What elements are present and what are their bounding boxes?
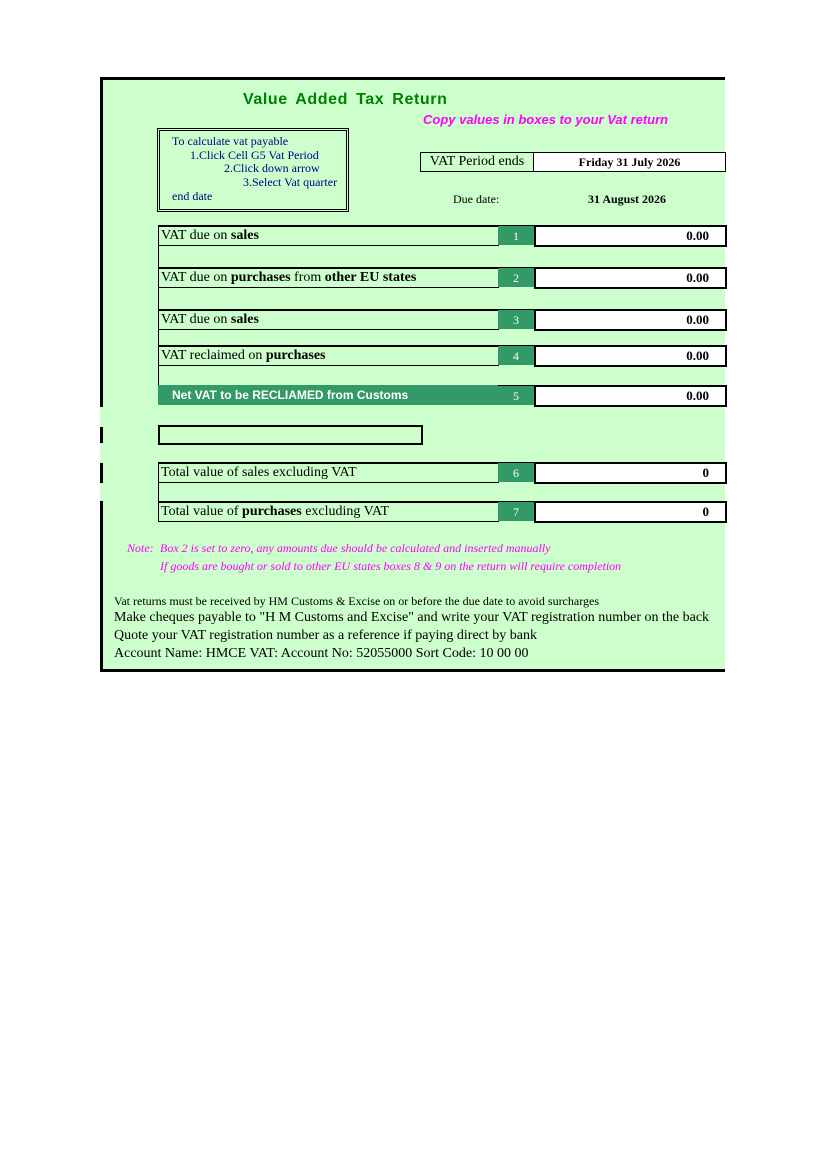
footer-line: Quote your VAT registration number as a reference if paying direct by bank <box>114 628 537 643</box>
vat-period-select[interactable]: Friday 31 July 2026 <box>533 152 726 172</box>
box-number: 1 <box>498 225 534 245</box>
box-value[interactable]: 0.00 <box>534 345 727 367</box>
row-label: Total value of purchases excluding VAT <box>158 501 499 522</box>
box-value[interactable]: 0 <box>534 501 727 523</box>
note-prefix: Note: <box>127 541 154 555</box>
footer-line: Account Name: HMCE VAT: Account No: 52055000 Sort Code: 10 00 00 <box>114 646 529 661</box>
row-label: VAT due on sales <box>158 309 499 330</box>
box-value[interactable]: 0 <box>534 462 727 484</box>
vat-period-label: VAT Period ends <box>420 152 534 172</box>
left-border <box>100 427 103 443</box>
box-number: 4 <box>498 345 534 365</box>
row-divider <box>158 365 159 385</box>
instruction-line: 3.Select Vat quarter <box>243 175 338 189</box>
footer-line: Vat returns must be received by HM Customs & Excise on or before the due date to avoid surcharges <box>114 594 599 608</box>
row-label: Total value of sales excluding VAT <box>158 462 499 483</box>
vat-box-row-1 <box>158 225 725 245</box>
vat-box-row-6 <box>158 462 725 482</box>
box-value[interactable]: 0.00 <box>534 309 727 331</box>
net-vat-label: Net VAT to be RECLIAMED from Customs <box>158 385 498 405</box>
instruction-line: To calculate vat payable <box>172 134 289 148</box>
vat-box-row-3 <box>158 309 725 329</box>
box-number: 5 <box>498 385 534 405</box>
box-value[interactable]: 0.00 <box>534 385 727 407</box>
row-label: VAT due on purchases from other EU states <box>158 267 499 288</box>
left-border <box>100 501 103 672</box>
row-divider <box>158 329 159 345</box>
box-number: 6 <box>498 462 534 482</box>
row-label: VAT reclaimed on purchases <box>158 345 499 366</box>
row-divider <box>158 287 159 309</box>
footer-line: Make cheques payable to "H M Customs and Excise" and write your VAT registration number on the back <box>114 610 710 625</box>
row-divider <box>158 245 159 267</box>
vat-return-sheet <box>100 77 725 672</box>
box-value[interactable]: 0.00 <box>534 267 727 289</box>
due-date-label: Due date: <box>453 192 500 206</box>
vat-box-row-5 <box>158 385 725 405</box>
instruction-line: end date <box>172 189 213 203</box>
note-line: Box 2 is set to zero, any amounts due should be calculated and inserted manually <box>160 541 551 555</box>
instruction-line: 2.Click down arrow <box>224 161 320 175</box>
left-border <box>100 463 103 483</box>
row-label: VAT due on sales <box>158 225 499 246</box>
bottom-border <box>100 669 725 672</box>
note-line: If goods are bought or sold to other EU states boxes 8 & 9 on the return will require completion <box>160 559 622 573</box>
box-number: 3 <box>498 309 534 329</box>
vat-box-row-7 <box>158 501 725 521</box>
page-title: Value Added Tax Return <box>243 91 448 108</box>
box-value[interactable]: 0.00 <box>534 225 727 247</box>
vat-box-row-2 <box>158 267 725 287</box>
box-number: 2 <box>498 267 534 287</box>
instructions-box <box>157 128 349 212</box>
vat-box-row-4 <box>158 345 725 365</box>
top-border <box>100 77 725 80</box>
due-date-value: 31 August 2026 <box>588 192 667 206</box>
copy-instruction: Copy values in boxes to your Vat return <box>423 112 669 127</box>
blank-box <box>158 425 423 445</box>
instruction-line: 1.Click Cell G5 Vat Period <box>190 148 319 162</box>
row-divider <box>158 481 159 501</box>
left-border <box>100 77 103 407</box>
box-number: 7 <box>498 501 534 521</box>
